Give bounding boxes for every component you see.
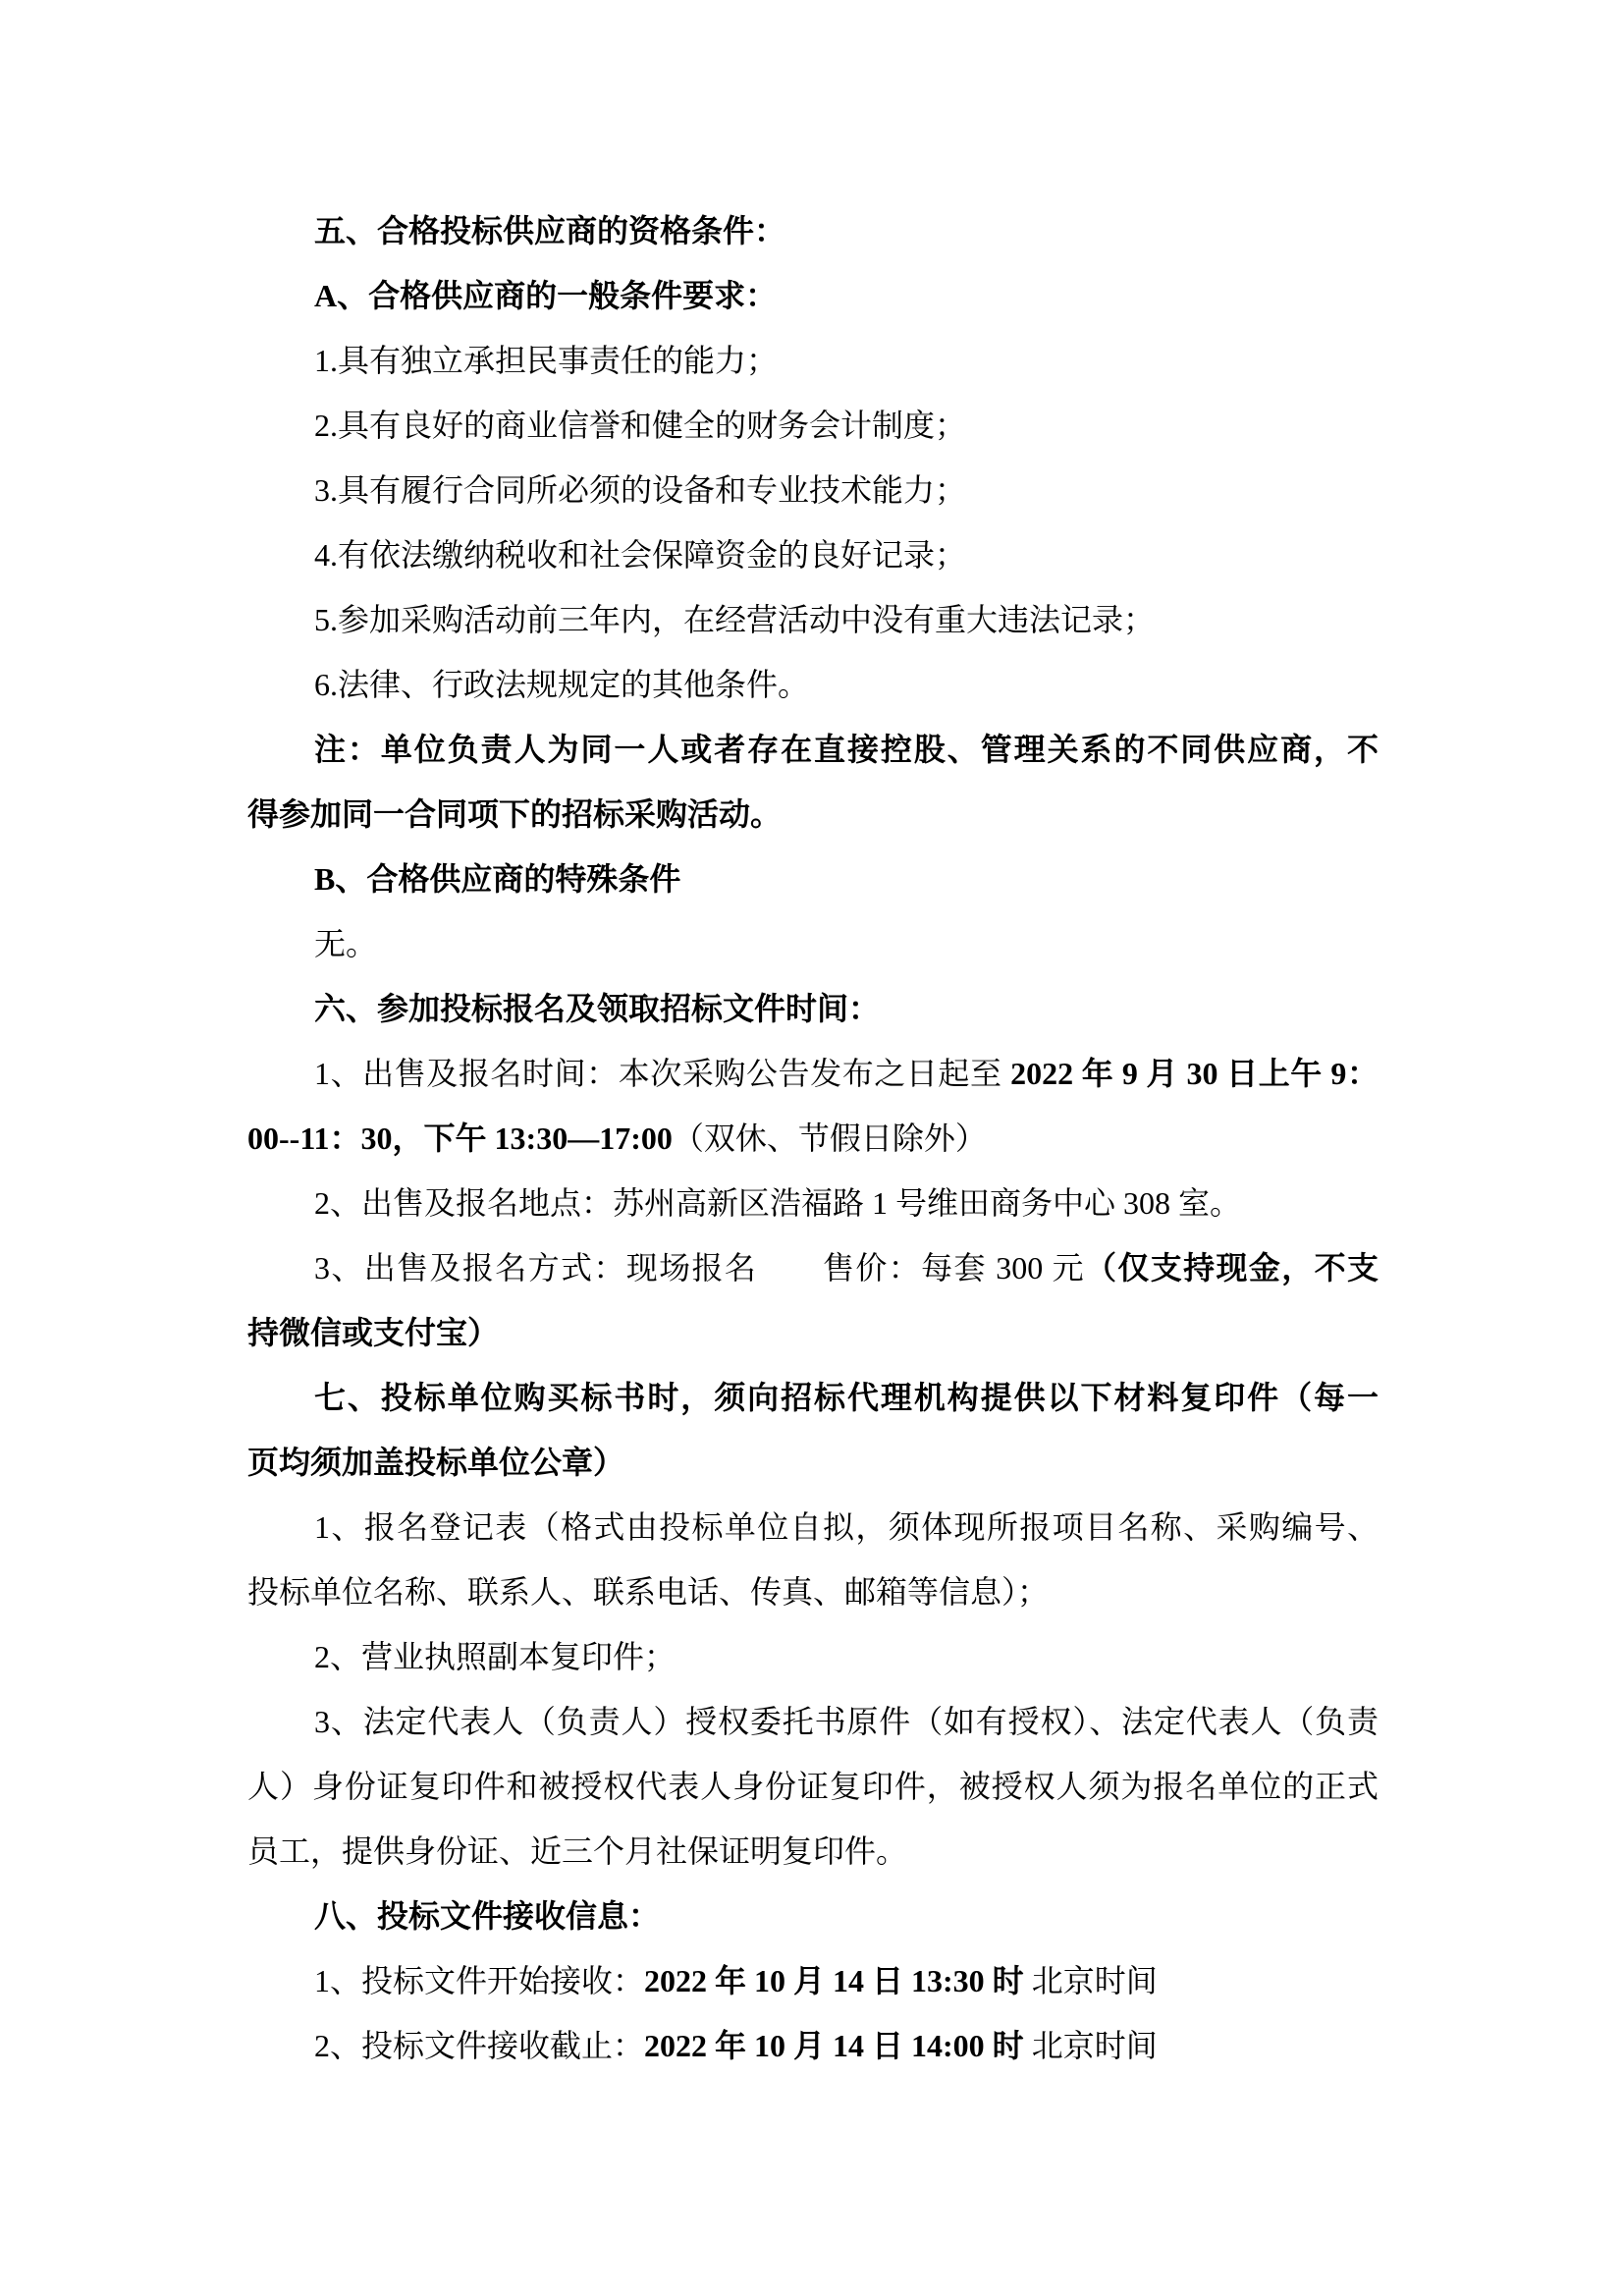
paragraph-line [247, 1624, 1379, 1689]
section-5-heading [247, 198, 1379, 263]
subsection-a-heading [247, 263, 1379, 328]
text-segment: 3、出售及报名方式：现场报名 售价：每套 300 元 [314, 1250, 1085, 1285]
text-segment: 00--11：30，下午 13:30—17:00 [247, 1121, 673, 1156]
paragraph-line [247, 522, 1379, 587]
text-segment: 无。 [314, 926, 378, 961]
text-segment: 3.具有履行合同所必须的设备和专业技术能力； [314, 472, 967, 508]
section-7-heading [247, 1365, 1379, 1430]
document-text-block [247, 198, 1379, 2078]
text-segment: B、合格供应商的特殊条件 [314, 861, 681, 897]
text-segment: 六、参加投标报名及领取招标文件时间： [314, 991, 881, 1026]
text-segment: 1、报名登记表（格式由投标单位自拟，须体现所报项目名称、采购编号、 [314, 1509, 1379, 1545]
text-segment: 八、投标文件接收信息： [314, 1898, 661, 1934]
paragraph-line [247, 1106, 1379, 1171]
paragraph-line [247, 1689, 1379, 1754]
text-segment: 1.具有独立承担民事责任的能力； [314, 343, 779, 378]
paragraph-line [247, 1041, 1379, 1106]
paragraph-line [247, 1948, 1379, 2013]
text-segment: 2、出售及报名地点：苏州高新区浩福路 1 号维田商务中心 308 室。 [314, 1185, 1242, 1221]
text-segment: 北京时间 [1023, 1963, 1158, 1998]
paragraph-line [247, 1235, 1379, 1300]
paragraph-line [247, 911, 1379, 976]
subsection-b-heading [247, 847, 1379, 911]
paragraph-line [247, 1819, 1379, 1884]
note-line [247, 782, 1379, 847]
text-segment: 得参加同一合同项下的招标采购活动。 [247, 796, 783, 832]
paragraph-line [247, 1495, 1379, 1559]
text-segment: 1、投标文件开始接收： [314, 1963, 645, 1998]
text-segment: 五、合格投标供应商的资格条件： [314, 213, 786, 248]
text-segment: 6.法律、行政法规规定的其他条件。 [314, 667, 810, 702]
text-segment: 员工，提供身份证、近三个月社保证明复印件。 [247, 1833, 908, 1869]
text-segment: 2.具有良好的商业信誉和健全的财务会计制度； [314, 408, 967, 443]
paragraph-line [247, 2013, 1379, 2078]
text-segment: （仅支持现金，不支 [1084, 1250, 1379, 1285]
paragraph-line [247, 652, 1379, 717]
text-segment: 2022 年 10 月 14 日 14:00 时 [644, 2028, 1024, 2063]
paragraph-line [247, 328, 1379, 393]
paragraph-line [247, 587, 1379, 652]
note-line [247, 717, 1379, 782]
text-segment: 2、营业执照副本复印件； [314, 1639, 676, 1674]
text-segment: 5.参加采购活动前三年内，在经营活动中没有重大违法记录； [314, 602, 1156, 637]
text-segment: 4.有依法缴纳税收和社会保障资金的良好记录； [314, 537, 967, 573]
text-segment: 持微信或支付宝） [247, 1315, 500, 1350]
paragraph-line [247, 458, 1379, 522]
text-segment: A、合格供应商的一般条件要求： [314, 278, 778, 313]
text-segment: 2022 年 10 月 14 日 13:30 时 [644, 1963, 1024, 1998]
text-segment: 北京时间 [1023, 2028, 1158, 2063]
text-segment: （双休、节假日除外） [672, 1121, 987, 1156]
text-segment: 页均须加盖投标单位公章） [247, 1445, 625, 1480]
paragraph-line [247, 1171, 1379, 1235]
text-segment: 3、法定代表人（负责人）授权委托书原件（如有授权）、法定代表人（负责 [314, 1704, 1379, 1739]
text-segment: 注：单位负责人为同一人或者存在直接控股、管理关系的不同供应商，不 [314, 732, 1379, 767]
text-segment: 投标单位名称、联系人、联系电话、传真、邮箱等信息）； [247, 1574, 1050, 1610]
section-8-heading [247, 1884, 1379, 1948]
text-segment: 人）身份证复印件和被授权代表人身份证复印件，被授权人须为报名单位的正式 [247, 1769, 1379, 1804]
paragraph-line [247, 1300, 1379, 1365]
text-segment: 2、投标文件接收截止： [314, 2028, 645, 2063]
section-7-heading [247, 1430, 1379, 1495]
text-segment: 七、投标单位购买标书时，须向招标代理机构提供以下材料复印件（每一 [314, 1380, 1379, 1415]
text-segment: 2022 年 9 月 30 日上午 9： [1010, 1056, 1379, 1091]
paragraph-line [247, 1754, 1379, 1819]
section-6-heading [247, 976, 1379, 1041]
text-segment: 1、出售及报名时间：本次采购公告发布之日起至 [314, 1056, 1011, 1091]
paragraph-line [247, 1559, 1379, 1624]
paragraph-line [247, 393, 1379, 458]
